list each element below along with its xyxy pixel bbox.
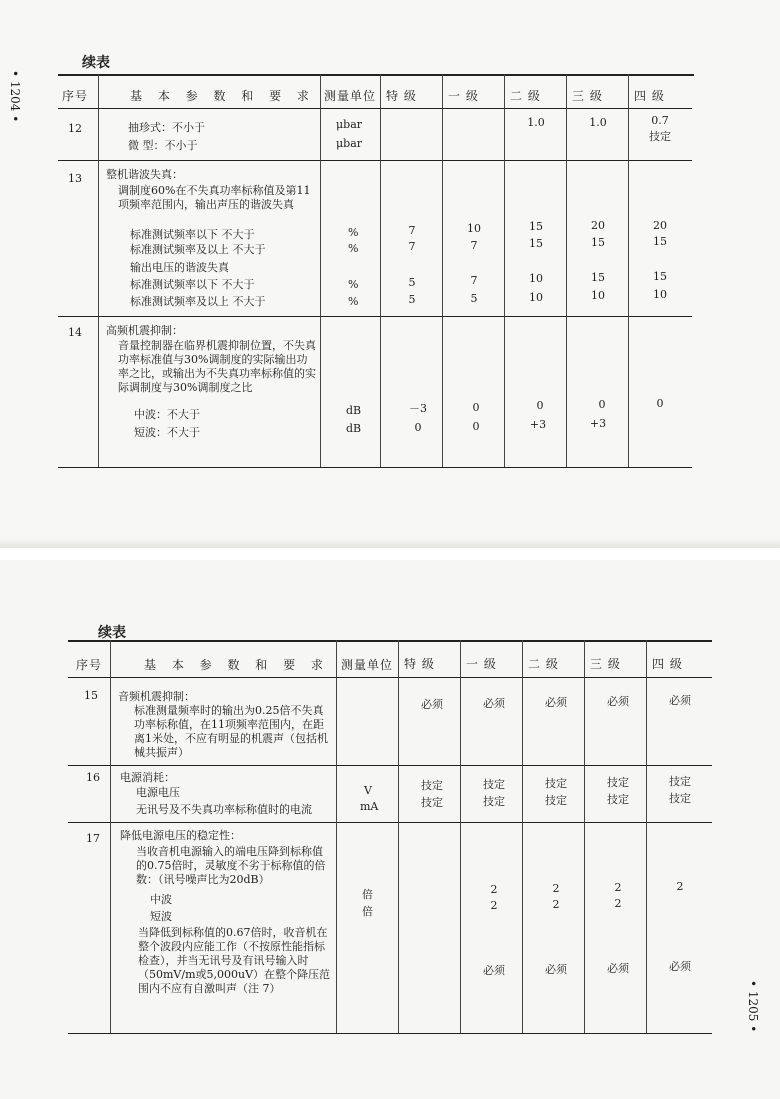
row13-sub1: 标准测试频率以下 不大于 (130, 228, 255, 241)
row17-v1-g3: 2 (614, 881, 622, 894)
row-divider (58, 316, 692, 317)
header-bottom-line (68, 677, 712, 678)
header-grade4: 四 级 (652, 657, 683, 671)
col-line (336, 640, 337, 1033)
table-top-border (58, 74, 694, 76)
row15-seq: 15 (84, 689, 98, 702)
table-top-border (68, 640, 712, 642)
row16-v2-g4: 技定 (669, 792, 691, 805)
continued-label-top: 续表 (82, 55, 110, 71)
row16-v2-g2: 技定 (545, 794, 567, 807)
col-line (320, 74, 321, 467)
header-grade1: 一 级 (448, 89, 479, 103)
col-line (646, 640, 647, 1033)
col-line (566, 74, 567, 467)
row14-v2-special: 0 (414, 421, 422, 434)
row14-v2-g1: 0 (472, 420, 480, 433)
row13-v2-special: 7 (408, 240, 416, 253)
row17-v2-g1: 2 (490, 899, 498, 912)
row13-v1-g3: 20 (591, 219, 605, 232)
row-divider (68, 765, 712, 766)
row17-desc1: 当收音机电源输入的端电压降到标称值的0.75倍时，灵敏度不劣于标称值的倍数：（讯号噪声比为20dB） (136, 845, 326, 886)
continued-label-bottom: 续表 (98, 625, 126, 641)
row15-g2: 必须 (545, 696, 567, 709)
col-line (98, 74, 99, 467)
row13-v4-g2: 10 (529, 291, 543, 304)
page-number-top: • 1204 • (8, 70, 22, 123)
row16-v1-g4: 技定 (669, 775, 691, 788)
header-grade2: 二 级 (528, 657, 559, 671)
row16-v2-g3: 技定 (607, 793, 629, 806)
row17-title: 降低电源电压的稳定性： (120, 829, 241, 842)
row13-v1-special: 7 (408, 224, 416, 237)
row16-v2-g1: 技定 (483, 795, 505, 808)
row17-v1-g4: 2 (676, 880, 684, 893)
row17-unit1: 倍 (362, 888, 373, 901)
header-seq: 序号 (76, 658, 103, 672)
row13-v1-g4: 20 (653, 219, 667, 232)
row13-unit: % (348, 278, 359, 291)
row15-g4: 必须 (669, 694, 691, 707)
col-line (460, 640, 461, 1033)
row16-v2-special: 技定 (421, 796, 443, 809)
row14-unit2: dB (346, 422, 362, 435)
header-grade2: 二 级 (510, 89, 541, 103)
col-line (522, 640, 523, 1033)
row12-line1: 抽珍式：不小于 (128, 121, 205, 134)
row17-v3-g3: 必须 (607, 962, 629, 975)
row17-v3-g1: 必须 (483, 964, 505, 977)
row17-v3-g2: 必须 (545, 963, 567, 976)
row13-v3-special: 5 (408, 276, 416, 289)
row14-v1-g4: 0 (656, 397, 664, 410)
row13-v4-special: 5 (408, 293, 416, 306)
row15-title: 音频机震抑制： (118, 690, 195, 703)
row13-sub3: 标准测试频率以下 不大于 (130, 278, 255, 291)
row16-sub2: 无讯号及不失真功率标称值时的电流 (136, 803, 312, 816)
col-line (398, 640, 399, 1033)
header-grade4: 四 级 (634, 89, 665, 103)
row13-v4-g4: 10 (653, 288, 667, 301)
row15-desc: 标准测量频率时的输出为0.25倍不失真功率标称值，在11项频率范围内，在距离1米处，不应有明显的机震声（包括机械共振声） (134, 704, 328, 759)
row-divider (68, 822, 712, 823)
row12-unit1: μbar (336, 118, 363, 131)
row17-v2-g2: 2 (552, 898, 560, 911)
row16-v1-g3: 技定 (607, 776, 629, 789)
row14-v1-g3: 0 (598, 398, 606, 411)
row16-unit2: mA (360, 800, 379, 813)
row13-v3-g2: 10 (529, 272, 543, 285)
col-line (110, 640, 111, 1033)
row13-mid: 输出电压的谐波失真 (130, 261, 229, 274)
row13-v3-g3: 15 (591, 271, 605, 284)
row13-sub4: 标准测试频率及以上 不大于 (130, 295, 266, 308)
header-param: 基 本 参 数 和 要 求 (144, 658, 329, 672)
header-bottom-line (58, 108, 692, 109)
row13-v3-g1: 7 (470, 274, 478, 287)
table-bottom-border (68, 1033, 712, 1034)
header-special: 特 级 (404, 657, 435, 671)
row12-grade4: 0.7 (651, 114, 669, 127)
row12-seq: 12 (68, 122, 82, 135)
row13-v1-g1: 10 (467, 222, 481, 235)
row13-v4-g1: 5 (470, 292, 478, 305)
header-grade1: 一 级 (466, 657, 497, 671)
row-divider (58, 160, 692, 161)
row14-v1-g2: 0 (536, 399, 544, 412)
row14-v1-special: －3 (409, 402, 427, 415)
row17-unit2: 倍 (362, 905, 373, 918)
row12-grade3: 1.0 (589, 116, 607, 129)
row13-v2-g2: 15 (529, 237, 543, 250)
row14-unit1: dB (346, 404, 362, 417)
row13-desc: 调制度60%在不失真功率标称值及第11项频率范围内，输出声压的谐波失真 (118, 184, 311, 211)
row13-unit: % (348, 242, 359, 255)
row13-unit: % (348, 295, 359, 308)
col-line (584, 640, 585, 1033)
row12-grade2: 1.0 (527, 116, 545, 129)
row15-g1: 必须 (483, 697, 505, 710)
row13-v2-g1: 7 (470, 239, 478, 252)
row14-sub2: 短波：不大于 (134, 426, 200, 439)
row12-grade4-note: 技定 (649, 130, 671, 143)
header-unit: 测量单位 (341, 658, 394, 672)
row14-v2-g2: +3 (529, 418, 547, 431)
row12-unit2: μbar (336, 137, 363, 150)
col-line (380, 74, 381, 467)
row14-v1-g1: 0 (472, 401, 480, 414)
row17-v1-g1: 2 (490, 883, 498, 896)
table-bottom-border (58, 467, 692, 468)
row17-v1-g2: 2 (552, 882, 560, 895)
header-unit: 测量单位 (324, 89, 377, 103)
col-line (628, 74, 629, 467)
col-line (504, 74, 505, 467)
header-special: 特 级 (386, 89, 417, 103)
row17-v2-g3: 2 (614, 897, 622, 910)
row14-title: 高频机震抑制： (106, 324, 183, 337)
row16-v1-special: 技定 (421, 779, 443, 792)
row13-v2-g3: 15 (591, 236, 605, 249)
header-grade3: 三 级 (590, 657, 621, 671)
row15-special: 必须 (421, 698, 443, 711)
row13-v2-g4: 15 (653, 235, 667, 248)
row17-sub1: 中波 (150, 893, 172, 906)
row17-sub2: 短波 (150, 910, 172, 923)
row17-seq: 17 (86, 832, 100, 845)
header-seq: 序号 (62, 89, 89, 103)
header-param: 基 本 参 数 和 要 求 (130, 89, 315, 103)
row14-v2-g3: +3 (589, 417, 607, 430)
row16-sub1: 电源电压 (136, 786, 180, 799)
row13-sub2: 标准测试频率及以上 不大于 (130, 243, 266, 256)
row12-line2: 微 型：不小于 (128, 139, 198, 152)
row16-v1-g2: 技定 (545, 777, 567, 790)
row14-seq: 14 (68, 326, 82, 339)
row17-desc2: 当降低到标称值的0.67倍时，收音机在整个波段内应能工作（不按原性能指标检查），并当无讯号及有讯号输入时（50mV/m或5,000uV）在整个降压范围内不应有自激叫声（注 7） (138, 926, 331, 995)
row16-seq: 16 (86, 771, 100, 784)
row13-v4-g3: 10 (591, 289, 605, 302)
header-grade3: 三 级 (572, 89, 603, 103)
row16-v1-g1: 技定 (483, 778, 505, 791)
page-number-bottom: • 1205 • (746, 980, 760, 1033)
row14-desc: 音量控制器在临界机震抑制位置，不失真功率标准值与30%调制度的实际输出功率之比，或输出为不失真功率标称值的实际调制度与30%调制度之比 (118, 339, 316, 394)
row13-v3-g4: 15 (653, 270, 667, 283)
row14-sub1: 中波：不大于 (134, 408, 200, 421)
row13-unit: % (348, 226, 359, 239)
row16-unit1: V (364, 784, 372, 797)
col-line (442, 74, 443, 467)
row16-title: 电源消耗： (120, 771, 175, 784)
row13-title: 整机谐波失真： (106, 168, 183, 181)
row17-v3-g4: 必须 (669, 960, 691, 973)
row13-seq: 13 (68, 172, 82, 185)
row13-v1-g2: 15 (529, 220, 543, 233)
row15-g3: 必须 (607, 695, 629, 708)
